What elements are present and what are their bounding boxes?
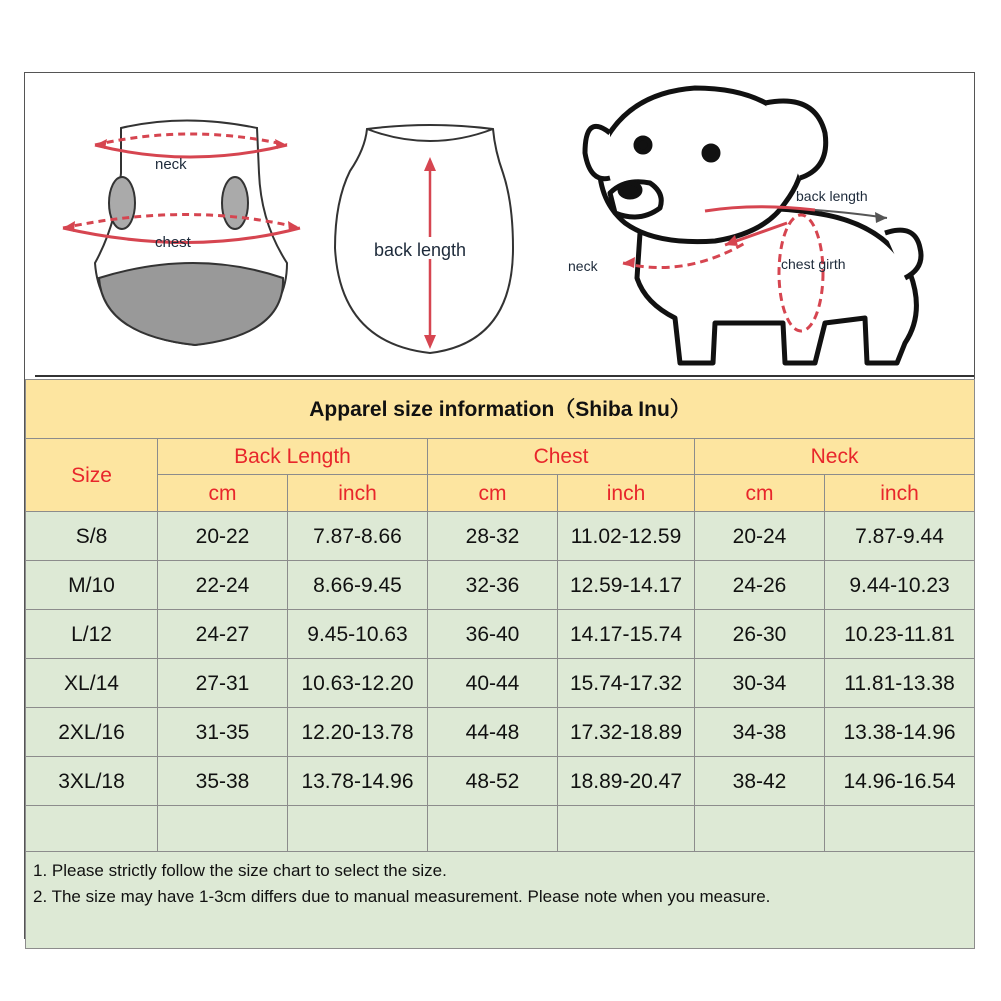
note-2: 2. The size may have 1-3cm differs due to manual measurement. Please note when you measure.	[33, 887, 771, 906]
measure-cell: 28-32	[428, 512, 558, 561]
measure-cell: 36-40	[428, 610, 558, 659]
measure-cell: 22-24	[158, 561, 288, 610]
empty-row	[26, 806, 975, 852]
dog-back-length-label: back length	[796, 188, 868, 204]
empty-cell	[158, 806, 288, 852]
measure-cell: 24-27	[158, 610, 288, 659]
empty-cell	[558, 806, 695, 852]
measure-cell: 11.02-12.59	[558, 512, 695, 561]
unit-header: cm	[695, 475, 825, 512]
table-row	[26, 561, 975, 610]
measure-cell: 14.17-15.74	[558, 610, 695, 659]
measure-cell: 26-30	[695, 610, 825, 659]
measure-cell: 10.23-11.81	[825, 610, 975, 659]
size-rows	[26, 512, 975, 806]
size-cell: M/10	[26, 561, 158, 610]
size-table	[25, 379, 975, 949]
table-row	[26, 610, 975, 659]
measure-cell: 31-35	[158, 708, 288, 757]
back-vest-illustration	[335, 125, 513, 353]
measure-cell: 34-38	[695, 708, 825, 757]
size-cell: XL/14	[26, 659, 158, 708]
measure-cell: 27-31	[158, 659, 288, 708]
size-cell: S/8	[26, 512, 158, 561]
empty-cell	[428, 806, 558, 852]
group-chest: Chest	[428, 439, 695, 475]
table-row	[26, 757, 975, 806]
measure-cell: 24-26	[695, 561, 825, 610]
unit-header: inch	[288, 475, 428, 512]
size-cell: L/12	[26, 610, 158, 659]
dog-chest-girth-label: chest girth	[781, 256, 846, 272]
measure-cell: 9.44-10.23	[825, 561, 975, 610]
measure-cell: 12.20-13.78	[288, 708, 428, 757]
measure-cell: 18.89-20.47	[558, 757, 695, 806]
size-cell: 2XL/16	[26, 708, 158, 757]
measure-cell: 17.32-18.89	[558, 708, 695, 757]
measure-cell: 20-22	[158, 512, 288, 561]
measure-cell: 13.38-14.96	[825, 708, 975, 757]
size-cell: 3XL/18	[26, 757, 158, 806]
dog-illustration	[585, 88, 921, 363]
group-back-length: Back Length	[158, 439, 428, 475]
measure-cell: 8.66-9.45	[288, 561, 428, 610]
measure-cell: 12.59-14.17	[558, 561, 695, 610]
unit-header: cm	[158, 475, 288, 512]
table-row	[26, 659, 975, 708]
empty-cell	[825, 806, 975, 852]
unit-header: inch	[558, 475, 695, 512]
size-chart-frame	[24, 72, 975, 939]
table-row	[26, 708, 975, 757]
measure-cell: 48-52	[428, 757, 558, 806]
front-neck-label: neck	[155, 156, 187, 173]
measure-cell: 32-36	[428, 561, 558, 610]
measure-cell: 15.74-17.32	[558, 659, 695, 708]
measure-cell: 11.81-13.38	[825, 659, 975, 708]
measure-cell: 7.87-8.66	[288, 512, 428, 561]
table-title: Apparel size information（Shiba Inu）	[26, 380, 975, 439]
empty-cell	[26, 806, 158, 852]
measure-cell: 7.87-9.44	[825, 512, 975, 561]
note-1: 1. Please strictly follow the size chart to select the size.	[33, 861, 447, 880]
group-neck: Neck	[695, 439, 975, 475]
measurement-illustrations	[25, 73, 974, 379]
front-vest-illustration	[63, 121, 300, 346]
table-row	[26, 512, 975, 561]
measure-cell: 9.45-10.63	[288, 610, 428, 659]
measure-cell: 40-44	[428, 659, 558, 708]
unit-header: inch	[825, 475, 975, 512]
dog-neck-label: neck	[568, 258, 598, 274]
empty-cell	[288, 806, 428, 852]
measure-cell: 44-48	[428, 708, 558, 757]
measure-cell: 13.78-14.96	[288, 757, 428, 806]
measure-cell: 14.96-16.54	[825, 757, 975, 806]
illustration-canvas	[25, 73, 974, 379]
empty-cell	[695, 806, 825, 852]
back-length-label: back length	[374, 240, 467, 260]
unit-header: cm	[428, 475, 558, 512]
front-chest-label: chest	[155, 234, 191, 251]
notes	[26, 852, 975, 949]
measure-cell: 38-42	[695, 757, 825, 806]
measure-cell: 20-24	[695, 512, 825, 561]
measure-cell: 10.63-12.20	[288, 659, 428, 708]
measure-cell: 30-34	[695, 659, 825, 708]
size-header: Size	[26, 439, 158, 512]
measure-cell: 35-38	[158, 757, 288, 806]
